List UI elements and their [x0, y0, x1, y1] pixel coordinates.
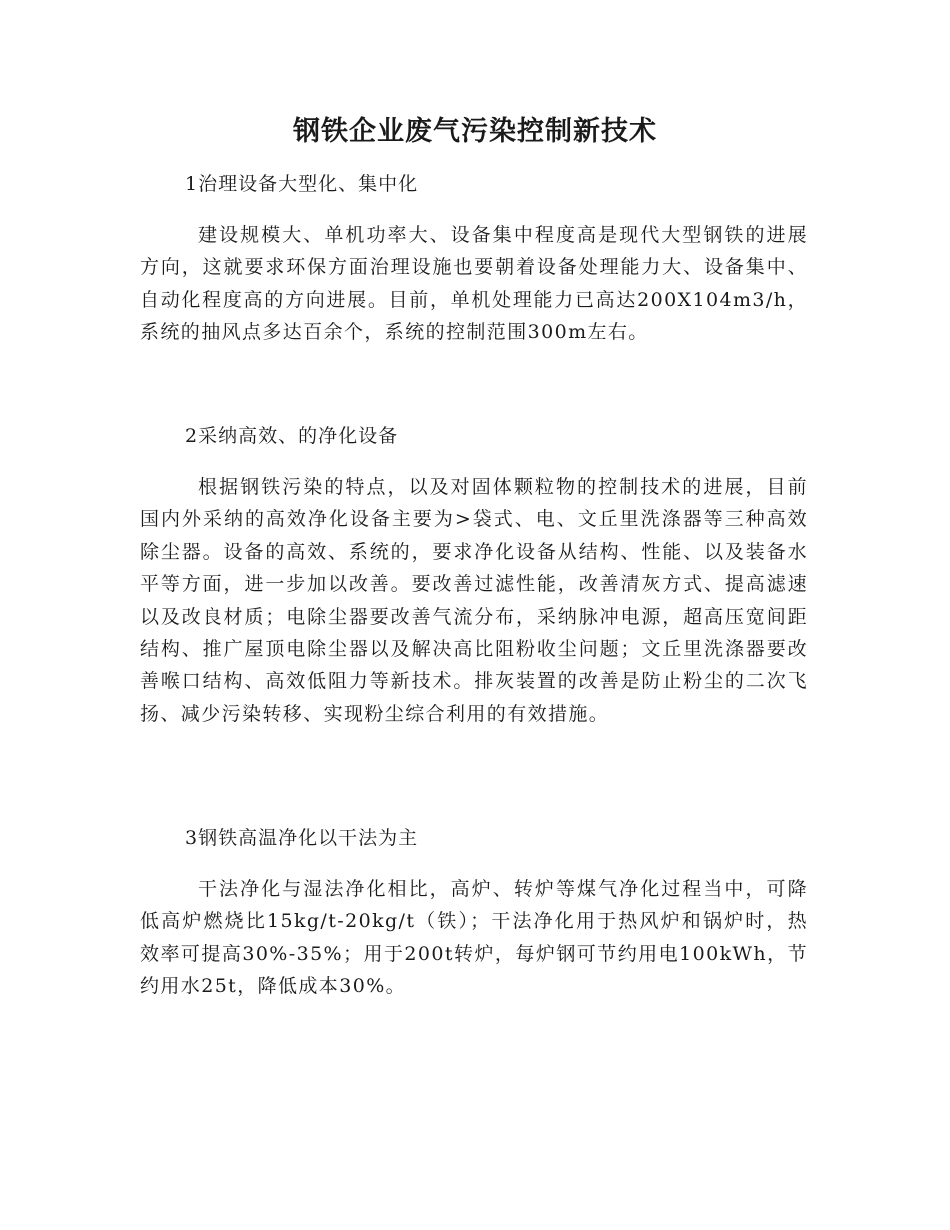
section-3-body: 干法净化与湿法净化相比，高炉、转炉等煤气净化过程当中，可降低高炉燃烧比15kg/t-20kg/t（铁）；干法净化用于热风炉和锅炉时，热效率可提高30%-35%；用于200t转炉，每炉钢可节约用电100kWh，节约用水25t，降低成本30%。	[140, 878, 808, 998]
section-2-body: 根据钢铁污染的特点，以及对固体颗粒物的控制技术的进展，目前国内外采纳的高效净化设备主要为>袋式、电、文丘里洗涤器等三种高效除尘器。设备的高效、系统的，要求净化设备从结构、性能、以及装备水平等方面，进一步加以改善。要改善过滤性能，改善清灰方式、提高滤速以及改良材质；电除尘器要改善气流分布，采纳脉冲电源，超高压宽间距结构、推广屋顶电除尘器以及解决高比阻粉收尘问题；文丘里洗涤器要改善喉口结构、高效低阻力等新技术。排灰装置的改善是防止粉尘的二次飞扬、减少污染转移、实现粉尘综合利用的有效措施。	[140, 476, 808, 725]
section-1-body: 建设规模大、单机功率大、设备集中程度高是现代大型钢铁的进展方向，这就要求环保方面治理设施也要朝着设备处理能力大、设备集中、自动化程度高的方向进展。目前，单机处理能力已高达200X104m3/h，系统的抽风点多达百余个，系统的控制范围300m左右。	[140, 224, 808, 344]
section-3-heading: 3钢铁高温净化以干法为主	[185, 827, 419, 849]
section-2-heading: 2采纳高效、的净化设备	[185, 425, 399, 447]
document-title: 钢铁企业废气污染控制新技术	[293, 116, 657, 147]
section-1-heading: 1治理设备大型化、集中化	[185, 173, 419, 195]
